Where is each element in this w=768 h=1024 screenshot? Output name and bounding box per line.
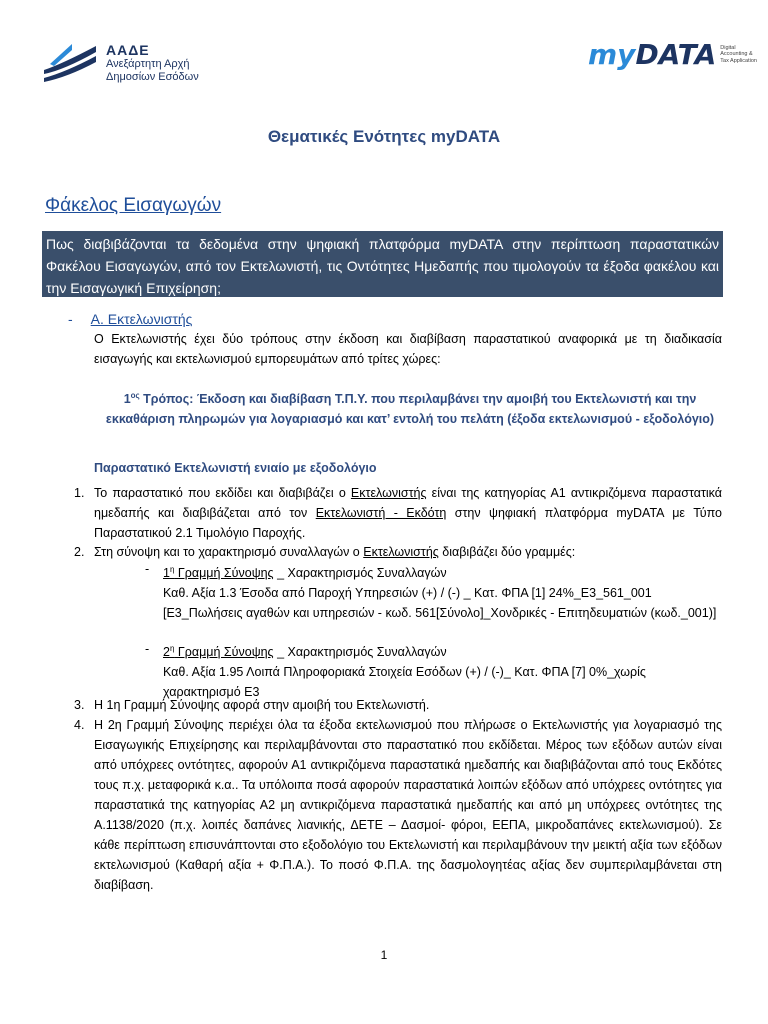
method-number: 1 [123,392,131,407]
list-item-2 [74,542,722,562]
mydata-subtitle: Digital Accounting & Tax Application [720,44,757,64]
list-item-4 [74,715,722,895]
aade-emblem-icon [42,42,98,84]
method-sup: ος [130,391,140,400]
item-text: Η 2η Γραμμή Σύνοψης περιέχει όλα τα έξοδα εκτελωνισμού που πλήρωσε ο Εκτελωνιστής για λογαριασμό της Εισαγωγικής Επιχείρησης και περιλαμβάνονται στο παραστατικό που εκδίδεται. Μέρος των εξόδων αυτών είναι από υπόχρεες οντότητες, αφορούν Α1 αντικριζόμενα παραστατικά ημεδαπής και διαβιβάζονται από τους Εκδότες τους π.χ. μεταφορικά κ.α.. Τα υπόλοιπα ποσά αφορούν παραστατικά λοιπών εξόδων από υπόχρεες οντότητες για παραστατικά της κατηγορίας Α2 μη αντικριζόμενα παραστατικά ημεδαπής και από μη υπόχρεες οντότητες της Α.1138/2020 (π.χ. λοιπές δαπάνες λιανικής, ΔΕΤΕ – Δασμοί- φόροι, ΕΕΠΑ, μικροδαπάνες εκτελωνισμού). Σε κάθε περίπτωση επισυνάπτονται στο εξοδολόγιο του Εκτελωνιστή και περιλαμβάνουν την μεικτή αξία των εξόδων εκτελωνισμού (Καθαρή αξία + Φ.Π.Α.). Το ποσό Φ.Π.Α. της δασμολογητέας αξίας δεν συμπεριλαμβάνεται στη διαβίβαση. [94,718,722,892]
sub-sup: η [169,644,175,653]
subheading-dash: - [68,311,73,327]
subheading-label: Α. Εκτελωνιστής [90,311,193,327]
page-number: 1 [380,948,388,962]
sub-body: Καθ. Αξία 1.95 Λοιπά Πληροφοριακά Στοιχεία Εσόδων (+) / (-)_ Κατ. ΦΠΑ [7] 0%_χωρίς χαρακτηρισμό Ε3 [163,665,646,700]
item-text: Η 1η Γραμμή Σύνοψης αφορά στην αμοιβή του Εκτελωνιστή. [94,698,430,712]
sub-body: Καθ. Αξία 1.3 Έσοδα από Παροχή Υπηρεσιών (+) / (-) _ Κατ. ΦΠΑ [1] 24%_Ε3_561_001 [Ε3_Πωλήσεις αγαθών και υπηρεσιών - κωδ. 561[Σύνολο]_Χονδρικές - Επιτηδευματιών (κωδ._001)] [163,586,717,621]
sub-dash-2: - [145,642,150,656]
sub-dash-1: - [145,562,150,576]
item-text: στην ψηφιακή πλατφόρμα myDATA με Τύπο Παραστατικού 2.1 Τιμολόγιο Παροχής. [94,506,722,540]
method-heading [90,386,730,429]
sub-rest: _ Χαρακτηρισμός Συναλλαγών [273,645,447,660]
item-underline: Εκτελωνιστή - Εκδότη [315,506,447,520]
aade-logo [42,42,199,84]
sub-heading [163,566,274,580]
sub-num: 1 [163,566,170,581]
page-title: Θεματικές Ενότητες myDATA [267,127,501,146]
list-number: 3. [74,698,85,712]
section-heading: Φάκελος Εισαγωγών [45,195,222,216]
aade-line1: Ανεξάρτητη Αρχή [106,58,190,70]
list-number: 1. [74,486,85,500]
subheading-a [68,311,192,327]
list-number: 2. [74,545,85,559]
item-underline: Εκτελωνιστής [350,486,427,500]
item-text: Στη σύνοψη και το χαρακτηρισμό συναλλαγών ο [94,545,364,559]
document-subtitle: Παραστατικό Εκτελωνιστή ενιαίο με εξοδολόγιο [94,461,377,475]
item-text: είναι της κατηγορίας Α1 αντικριζόμενα παραστατικά ημεδαπής και διαβιβάζεται από τον [94,486,722,520]
method-text: Τρόπος: Έκδοση και διαβίβαση Τ.Π.Υ. που περιλαμβάνει την αμοιβή του Εκτελωνιστή και την εκκαθάριση πληρωμών για λογαριασμό και κατ’ εντολή του πελάτη (έξοδα εκτελωνισμού - εξοδολόγιο) [105,392,715,427]
sub-underline: Γραμμή Σύνοψης [174,566,274,581]
item-text: διαβιβάζει δύο γραμμές: [438,545,576,559]
question-box: Πως διαβιβάζονται τα δεδομένα στην ψηφιακή πλατφόρμα myDATA στην περίπτωση παραστατικών Φακέλου Εισαγωγών, από τον Εκτελωνιστή, τις Οντότητες Ημεδαπής που τιμολογούν τα έξοδα φακέλου και την Εισαγωγική Επιχείρηση; [42,231,723,297]
list-item-1 [74,483,722,543]
intro-paragraph: Ο Εκτελωνιστής έχει δύο τρόπους στην έκδοση και διαβίβαση παραστατικού αναφορικά με τη διαδικασία εισαγωγής και εκτελωνισμού εμπορευμάτων από τρίτες χώρες: [94,332,722,366]
mydata-logo [588,38,760,71]
sub-num: 2 [163,645,170,660]
sub-sup: η [169,565,175,574]
list-item-3 [74,695,722,715]
sub-underline: Γραμμή Σύνοψης [174,645,274,660]
mydata-my: my [588,38,636,71]
item-underline: Εκτελωνιστής [363,545,439,559]
sub-item-2 [163,639,723,702]
aade-line2: Δημοσίων Εσόδων [106,71,199,83]
aade-name: ΑΑΔΕ [106,42,150,58]
sub-item-1 [163,560,723,623]
list-number: 4. [74,718,85,732]
mydata-data: DATA [635,38,717,71]
item-text: Το παραστατικό που εκδίδει και διαβιβάζει ο [94,486,351,500]
sub-rest: _ Χαρακτηρισμός Συναλλαγών [273,566,447,581]
sub-heading [163,645,274,659]
